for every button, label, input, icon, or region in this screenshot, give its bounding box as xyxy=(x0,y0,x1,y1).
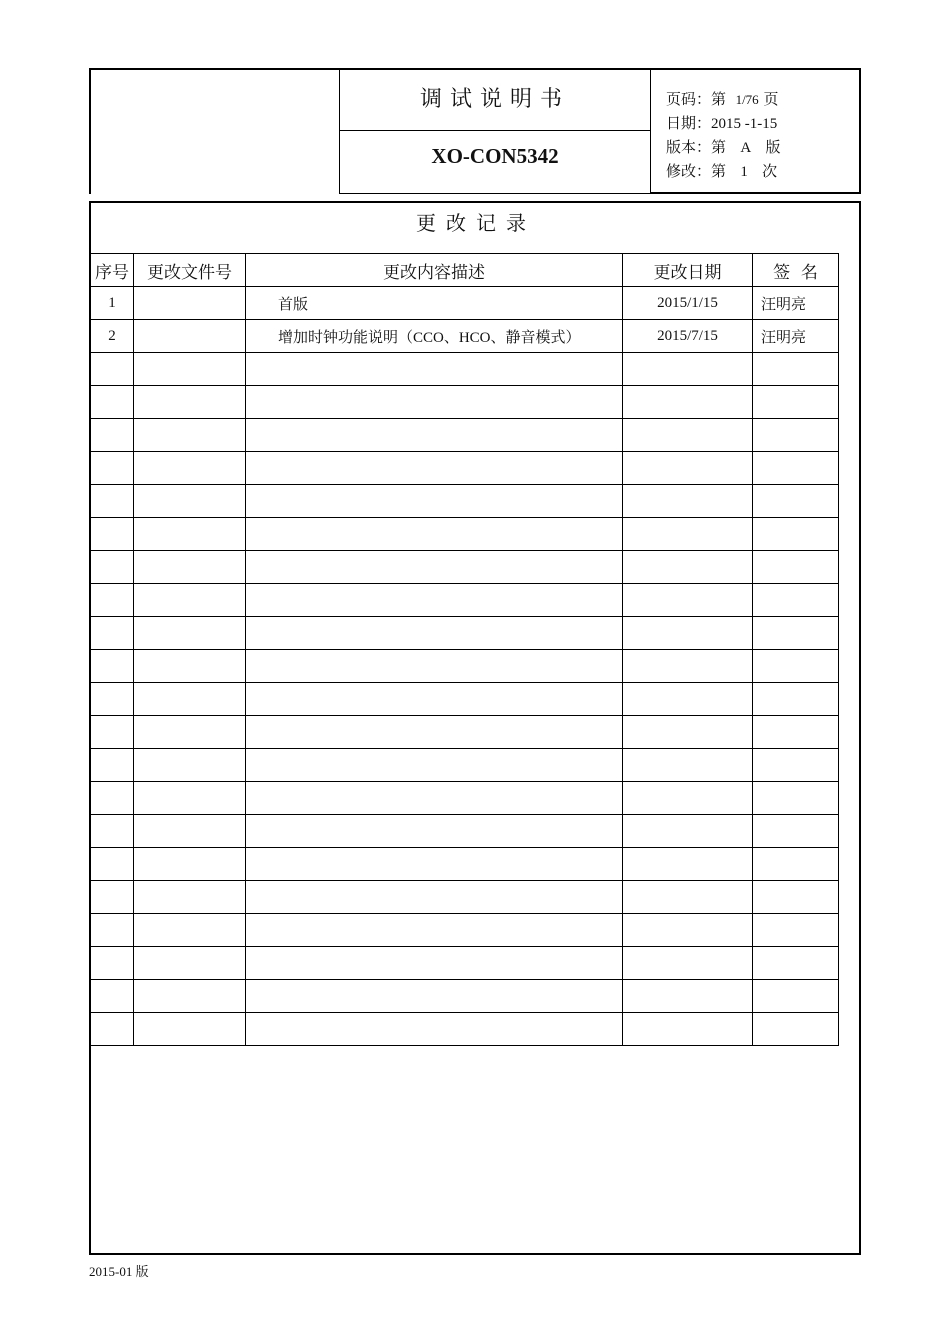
page-number xyxy=(666,88,778,109)
cell-sign xyxy=(753,848,839,881)
cell-no xyxy=(91,881,134,914)
table-row xyxy=(91,419,839,452)
cell-no xyxy=(91,683,134,716)
revision-value: 1 xyxy=(740,164,748,180)
cell-no xyxy=(91,650,134,683)
page-suffix: 页 xyxy=(763,90,779,108)
cell-date xyxy=(623,518,753,551)
table-row xyxy=(91,716,839,749)
table-row xyxy=(91,848,839,881)
cell-no xyxy=(91,1013,134,1046)
page-value: 1/76 xyxy=(735,92,759,107)
cell-desc xyxy=(246,353,623,386)
cell-date xyxy=(623,683,753,716)
cell-file xyxy=(134,980,246,1013)
cell-desc xyxy=(246,782,623,815)
table-row xyxy=(91,485,839,518)
cell-date xyxy=(623,881,753,914)
cell-file xyxy=(134,848,246,881)
cell-desc xyxy=(246,617,623,650)
cell-desc xyxy=(246,881,623,914)
cell-file xyxy=(134,947,246,980)
header-divider xyxy=(339,130,651,131)
cell-sign xyxy=(753,419,839,452)
cell-date xyxy=(623,848,753,881)
cell-desc xyxy=(246,518,623,551)
cell-file xyxy=(134,518,246,551)
cell-sign xyxy=(753,551,839,584)
change-record-title: 更改记录 xyxy=(416,211,536,235)
cell-sign xyxy=(753,518,839,551)
cell-sign xyxy=(753,683,839,716)
doc-revision xyxy=(666,160,777,181)
revision-suffix: 次 xyxy=(762,162,778,180)
table-row xyxy=(91,287,839,320)
table-row xyxy=(91,386,839,419)
cell-no xyxy=(91,386,134,419)
cell-file xyxy=(134,749,246,782)
cell-no xyxy=(91,947,134,980)
cell-no xyxy=(91,551,134,584)
cell-no: 2 xyxy=(91,320,134,353)
cell-sign xyxy=(753,716,839,749)
cell-date xyxy=(623,947,753,980)
cell-desc xyxy=(246,584,623,617)
cell-date xyxy=(623,584,753,617)
cell-sign xyxy=(753,881,839,914)
cell-sign xyxy=(753,980,839,1013)
logo-area xyxy=(89,68,341,194)
cell-no xyxy=(91,980,134,1013)
cell-sign xyxy=(753,947,839,980)
cell-sign xyxy=(753,485,839,518)
cell-file xyxy=(134,683,246,716)
cell-date xyxy=(623,386,753,419)
cell-file xyxy=(134,320,246,353)
footer-version: 2015-01 版 xyxy=(89,1264,149,1279)
cell-desc xyxy=(246,716,623,749)
cell-date: 2015/1/15 xyxy=(623,287,753,320)
col-header-no: 序号 xyxy=(91,254,134,287)
cell-no xyxy=(91,914,134,947)
cell-no xyxy=(91,584,134,617)
revision-label: 修改：第 xyxy=(666,162,727,180)
col-header-sign: 签 名 xyxy=(753,254,839,287)
cell-file xyxy=(134,650,246,683)
table-row xyxy=(91,518,839,551)
cell-no xyxy=(91,419,134,452)
cell-sign xyxy=(753,617,839,650)
table-row xyxy=(91,683,839,716)
cell-sign xyxy=(753,1013,839,1046)
cell-file xyxy=(134,881,246,914)
cell-sign xyxy=(753,914,839,947)
cell-desc xyxy=(246,815,623,848)
table-row xyxy=(91,584,839,617)
doc-version xyxy=(666,136,781,157)
cell-date xyxy=(623,650,753,683)
page-label: 页码：第 xyxy=(666,90,727,108)
cell-no xyxy=(91,815,134,848)
cell-desc xyxy=(246,980,623,1013)
cell-sign xyxy=(753,749,839,782)
cell-desc xyxy=(246,1013,623,1046)
cell-desc xyxy=(246,485,623,518)
cell-no: 1 xyxy=(91,287,134,320)
version-value: A xyxy=(740,140,752,156)
cell-date xyxy=(623,1013,753,1046)
cell-desc xyxy=(246,683,623,716)
cell-date xyxy=(623,782,753,815)
cell-desc xyxy=(246,650,623,683)
cell-sign xyxy=(753,650,839,683)
table-header-row xyxy=(91,254,839,287)
cell-file xyxy=(134,353,246,386)
cell-file xyxy=(134,617,246,650)
cell-file xyxy=(134,551,246,584)
cell-file xyxy=(134,287,246,320)
cell-file xyxy=(134,782,246,815)
version-suffix: 版 xyxy=(765,138,781,156)
cell-date xyxy=(623,617,753,650)
cell-date xyxy=(623,980,753,1013)
cell-no xyxy=(91,716,134,749)
cell-no xyxy=(91,617,134,650)
cell-date xyxy=(623,419,753,452)
version-label: 版本：第 xyxy=(666,138,727,156)
doc-date xyxy=(666,112,777,133)
cell-sign: 汪明亮 xyxy=(753,320,839,353)
cell-desc xyxy=(246,947,623,980)
table-row xyxy=(91,815,839,848)
cell-date xyxy=(623,914,753,947)
cell-no xyxy=(91,782,134,815)
table-row xyxy=(91,650,839,683)
col-header-date: 更改日期 xyxy=(623,254,753,287)
cell-sign xyxy=(753,386,839,419)
cell-no xyxy=(91,518,134,551)
cell-file xyxy=(134,419,246,452)
date-value: 2015 -1-15 xyxy=(711,116,778,132)
col-header-file: 更改文件号 xyxy=(134,254,246,287)
cell-date xyxy=(623,749,753,782)
document-title: 调试说明书 xyxy=(419,87,570,112)
cell-file xyxy=(134,716,246,749)
cell-sign xyxy=(753,452,839,485)
table-row xyxy=(91,320,839,353)
cell-sign xyxy=(753,815,839,848)
cell-date: 2015/7/15 xyxy=(623,320,753,353)
cell-desc xyxy=(246,749,623,782)
cell-date xyxy=(623,716,753,749)
cell-desc: 首版 xyxy=(246,287,623,320)
cell-file xyxy=(134,815,246,848)
table-row xyxy=(91,452,839,485)
table-row xyxy=(91,551,839,584)
cell-desc xyxy=(246,848,623,881)
col-header-desc: 更改内容描述 xyxy=(246,254,623,287)
table-body xyxy=(91,287,839,1046)
table-row xyxy=(91,617,839,650)
table-row xyxy=(91,1013,839,1046)
table-row xyxy=(91,782,839,815)
document-code: XO-CON5342 xyxy=(431,144,559,168)
cell-no xyxy=(91,848,134,881)
cell-no xyxy=(91,353,134,386)
cell-file xyxy=(134,485,246,518)
cell-desc xyxy=(246,419,623,452)
cell-desc xyxy=(246,452,623,485)
cell-no xyxy=(91,749,134,782)
cell-desc xyxy=(246,551,623,584)
cell-file xyxy=(134,584,246,617)
cell-date xyxy=(623,815,753,848)
cell-desc: 增加时钟功能说明（CCO、HCO、静音模式） xyxy=(246,320,623,353)
cell-sign xyxy=(753,584,839,617)
table-row xyxy=(91,749,839,782)
table-row xyxy=(91,914,839,947)
table-row xyxy=(91,947,839,980)
table-row xyxy=(91,980,839,1013)
cell-file xyxy=(134,452,246,485)
cell-desc xyxy=(246,386,623,419)
cell-sign: 汪明亮 xyxy=(753,287,839,320)
change-record-table xyxy=(90,253,839,1046)
cell-file xyxy=(134,914,246,947)
date-label: 日期： xyxy=(666,114,712,132)
cell-date xyxy=(623,452,753,485)
cell-desc xyxy=(246,914,623,947)
cell-sign xyxy=(753,782,839,815)
cell-date xyxy=(623,485,753,518)
cell-date xyxy=(623,353,753,386)
cell-date xyxy=(623,551,753,584)
table-row xyxy=(91,353,839,386)
table-row xyxy=(91,881,839,914)
cell-file xyxy=(134,386,246,419)
cell-file xyxy=(134,1013,246,1046)
header-right-border xyxy=(651,192,861,194)
cell-sign xyxy=(753,353,839,386)
cell-no xyxy=(91,485,134,518)
cell-no xyxy=(91,452,134,485)
